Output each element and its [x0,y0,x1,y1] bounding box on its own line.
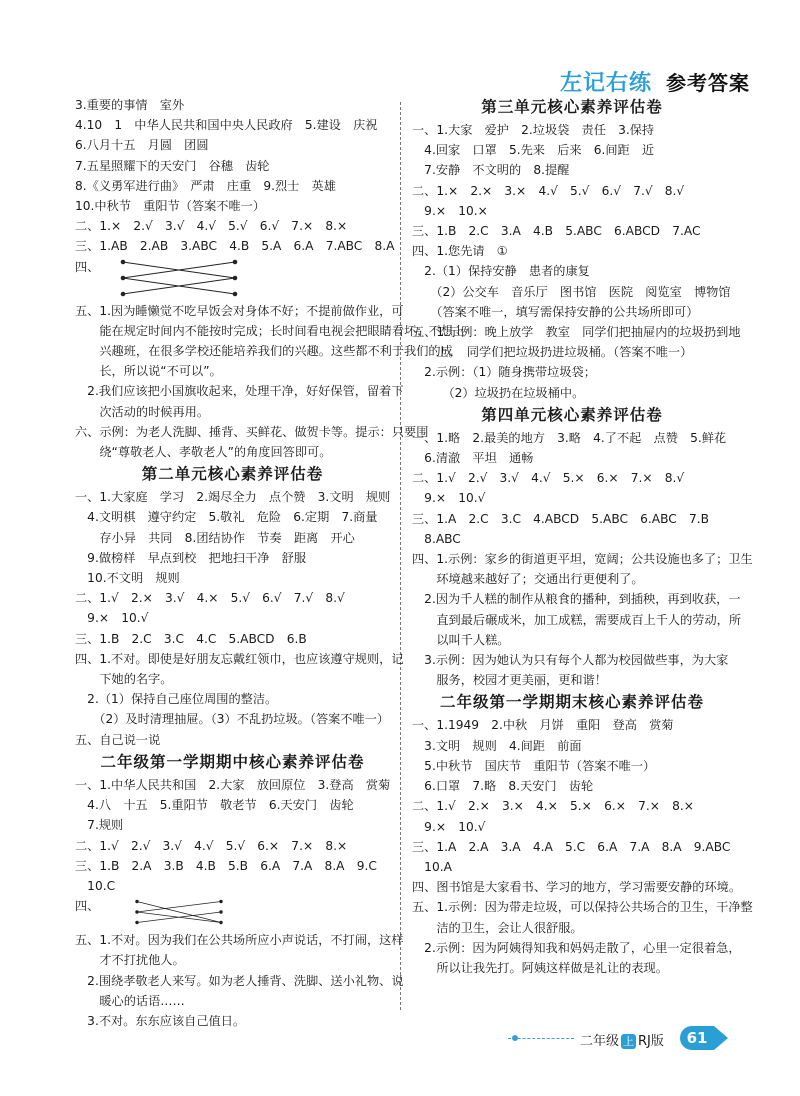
answer-line: 4.八 十五 5.重阳节 敬老节 6.天安门 齿轮 [75,798,354,813]
answer-line: 3.不对。东东应该自己值日。 [75,1013,246,1028]
answer-line: 二、1.√ 2.× 3.× 4.× 5.× 6.× 7.× 8.× [412,799,694,814]
answer-line: 五、自己说一说 [75,732,161,747]
answer-line: 四、图书馆是大家看书、学习的地方，学习需要安静的环境。 [412,880,742,895]
left-block-2 [75,301,465,463]
page-number: 61 [680,1026,714,1050]
footer-dot-icon [512,1035,518,1041]
answer-line: 9.做榜样 早点到校 把地扫干净 舒服 [75,550,307,565]
answer-line: 四、1.示例：家乡的街道更平坦，宽阔；公共设施也多了；卫生 [412,552,753,567]
section-title-unit4: 第四单元核心素养评估卷 [481,405,663,424]
answer-line: 10.中秋节 重阳节（答案不唯一） [75,199,266,214]
match-question-2 [75,896,390,930]
answer-line: 3.文明 规则 4.间距 前面 [412,738,582,753]
answer-line: 环境越来越好了；交通出行更便利了。 [412,572,644,587]
answer-line: 二、1.× 2.√ 3.√ 4.√ 5.√ 6.√ 7.× 8.× [75,219,348,234]
answer-line: 8.ABC [412,531,461,546]
answer-line: 6.八月十五 月圆 团圆 [75,138,209,153]
column-divider [400,102,401,1010]
answer-line: 3.示例：因为她认为只有每个人都为校园做些事，为大家 [412,653,729,668]
answer-line: 五、1.不对。因为我们在公共场所应小声说话，不打闹，这样 [75,933,404,948]
right-block-2 [412,428,753,691]
answer-line: 绕“尊敬老人、孝敬老人”的角度回答即可。 [75,445,332,460]
answer-line: 四、1.不对。即使是好朋友忘戴红领巾，也应该遵守规则，记 [75,651,404,666]
answer-line: 2.（1）保持安静 患者的康复 [412,264,590,279]
answer-line: 五、1.示例：晚上放学 教室 同学们把抽屉内的垃圾扔到地 [412,325,741,340]
answer-line: 2.我们应该把小国旗收起来，处理干净，好好保管，留着下 [75,384,404,399]
answer-line: 三、1.B 2.C 3.A 4.B 5.ABC 6.ABCD 7.AC [412,224,701,239]
answer-line: 一、1.大家 爱护 2.垃圾袋 责任 3.保持 [412,123,655,137]
answer-line: 10.不文明 规则 [75,571,180,586]
answer-line: （2）及时清理抽屉。（3）不乱扔垃圾。（答案不唯一） [75,712,390,727]
answer-line: 直到最后碾成米，加工成糕，需要成百上千人的劳动，所 [412,612,742,627]
answer-line: 所以让我先打。阿姨这样做是礼让的表现。 [412,960,668,975]
answer-line: 一、1.1949 2.中秋 月饼 重阳 登高 赏菊 [412,718,674,733]
answer-line: 能在规定时间内不能按时完成；长时间看电视会把眼睛看坏；不想上 [75,323,465,338]
answer-line: 3.重要的事情 室外 [75,98,185,112]
page-footer [508,1026,748,1050]
answer-line: （2）垃圾扔在垃圾桶中。 [412,385,585,400]
answer-line: 2.因为千人糕的制作从粮食的播种，到插秧，再到收获，一 [412,592,741,607]
answer-line: 二、1.× 2.× 3.× 4.√ 5.√ 6.√ 7.√ 8.√ [412,183,685,198]
answer-line: 4.回家 口罩 5.先来 后来 6.间距 近 [412,143,655,158]
section-title-midterm: 二年级第一学期期中核心素养评估卷 [100,752,365,771]
matching-lines-diagram [119,258,239,298]
footer-grade: 二年级 [580,1034,620,1049]
section-title-final: 二年级第一学期期末核心素养评估卷 [439,693,704,712]
left-block-1 [75,95,395,257]
answer-line: 四、1.您先请 ① [412,244,508,259]
left-block-5 [75,930,404,1031]
answer-line: 6.口罩 7.略 8.天安门 齿轮 [412,779,594,794]
answer-line: 4.10 1 中华人民共和国中央人民政府 5.建设 庆祝 [75,118,378,133]
answer-line: 长，所以说“不可以”。 [75,364,222,379]
footer-semester-badge: 上 [623,1035,635,1048]
answer-line: 7.安静 不文明的 8.提醒 [412,163,570,178]
match-label: 四、 [75,259,100,274]
footer-edition: RJ版 [638,1034,664,1049]
answer-line: 7.五星照耀下的天安门 谷穗 齿轮 [75,158,270,173]
section-title-unit2: 第二单元核心素养评估卷 [141,465,324,484]
answer-line: 五、1.因为睡懒觉不吃早饭会对身体不好；不提前做作业，可 [75,303,404,318]
answer-line: 8.《义勇军进行曲》 严肃 庄重 9.烈士 英雄 [75,178,336,193]
match-question-1 [75,257,390,301]
page-arrow-icon [714,1026,728,1050]
answer-line: 一、1.大家庭 学习 2.竭尽全力 点个赞 3.文明 规则 [75,490,391,505]
answer-line: 才不打扰他人。 [75,953,185,968]
left-block-3 [75,487,404,750]
answer-line: 存小异 共同 8.团结协作 节奏 距离 开心 [75,530,355,545]
matching-lines-diagram [119,897,239,927]
answer-line: 2.示例：（1）随身携带垃圾袋； [412,365,596,380]
answer-line: 7.规则 [75,818,124,833]
answer-line: 三、1.A 2.A 3.A 4.A 5.C 6.A 7.A 8.A 9.ABC [412,839,731,854]
footer-grade-info [580,1030,664,1049]
answer-line: 一、1.略 2.最美的地方 3.略 4.了不起 点赞 5.鲜花 [412,430,727,445]
answer-line: 上。 同学们把垃圾扔进垃圾桶。（答案不唯一） [412,345,693,360]
answer-line: 三、1.B 2.A 3.B 4.B 5.B 6.A 7.A 8.A 9.C [75,858,377,873]
answer-line: 4.文明棋 遵守约定 5.敬礼 危险 6.定期 7.商量 [75,510,378,525]
answer-line: 5.中秋节 国庆节 重阳节（答案不唯一） [412,758,656,773]
answer-line: 次活动的时候再用。 [75,404,210,419]
section-title-unit3: 第三单元核心素养评估卷 [481,98,663,116]
answer-line: 9.× 10.√ [75,611,149,626]
answer-line: 三、1.A 2.C 3.C 4.ABCD 5.ABC 6.ABC 7.B [412,511,709,526]
answer-line: 6.清澈 平坦 通畅 [412,451,534,466]
answer-line: 六、示例：为老人洗脚、捶背、买鲜花、做贺卡等。提示：只要围 [75,424,429,439]
answer-line: （2）公交车 音乐厅 图书馆 医院 阅览室 博物馆 [412,284,731,299]
answer-line: 9.× 10.× [412,203,488,218]
right-block-1 [412,120,741,403]
answer-line: 五、1.示例：因为带走垃圾，可以保持公共场合的卫生，干净整 [412,900,753,915]
answer-line: 2.示例：因为阿姨得知我和妈妈走散了，心里一定很着急， [412,940,741,955]
answer-line: 暖心的话语…… [75,993,185,1008]
answer-line: 以叫千人糕。 [412,632,510,647]
left-block-4 [75,775,390,896]
answer-line: 兴趣班，在很多学校还能培养我们的兴趣。这些都不利于我们的成 [75,344,453,359]
answer-line: 下她的名字。 [75,672,173,687]
answer-line: 洁的卫生，会让人很舒服。 [412,920,583,935]
answer-line: 一、1.中华人民共和国 2.大家 放回原位 3.登高 赏菊 [75,777,391,792]
answer-line: 三、1.B 2.C 3.C 4.C 5.ABCD 6.B [75,631,307,646]
match-label: 四、 [75,899,100,914]
answer-line: 10.A [412,859,452,874]
answer-line: 二、1.√ 2.× 3.√ 4.× 5.√ 6.√ 7.√ 8.√ [75,591,345,606]
right-block-3 [412,715,753,978]
answer-line: 服务，校园才更美丽，更和谐！ [412,673,607,688]
answer-line: （答案不唯一，填写需保持安静的公共场所即可） [412,304,699,319]
answer-line: 2.（1）保持自己座位周围的整洁。 [75,692,278,707]
answer-line: 9.× 10.√ [412,491,486,506]
answer-line: 9.× 10.√ [412,819,486,834]
header-title: 参考答案 [666,70,750,95]
answer-line: 三、1.AB 2.AB 3.ABC 4.B 5.A 6.A 7.ABC 8.A [75,239,395,254]
answer-line: 10.C [75,878,116,893]
answer-line: 2.围绕孝敬老人来写。如为老人捶背、洗脚、送小礼物、说 [75,973,404,988]
answer-line: 二、1.√ 2.√ 3.√ 4.√ 5.× 6.× 7.× 8.√ [412,471,685,486]
answer-line: 二、1.√ 2.√ 3.√ 4.√ 5.√ 6.× 7.× 8.× [75,838,348,853]
page-header [560,66,750,96]
right-column [412,95,753,978]
brand-logo: 左记右练 [559,70,652,96]
